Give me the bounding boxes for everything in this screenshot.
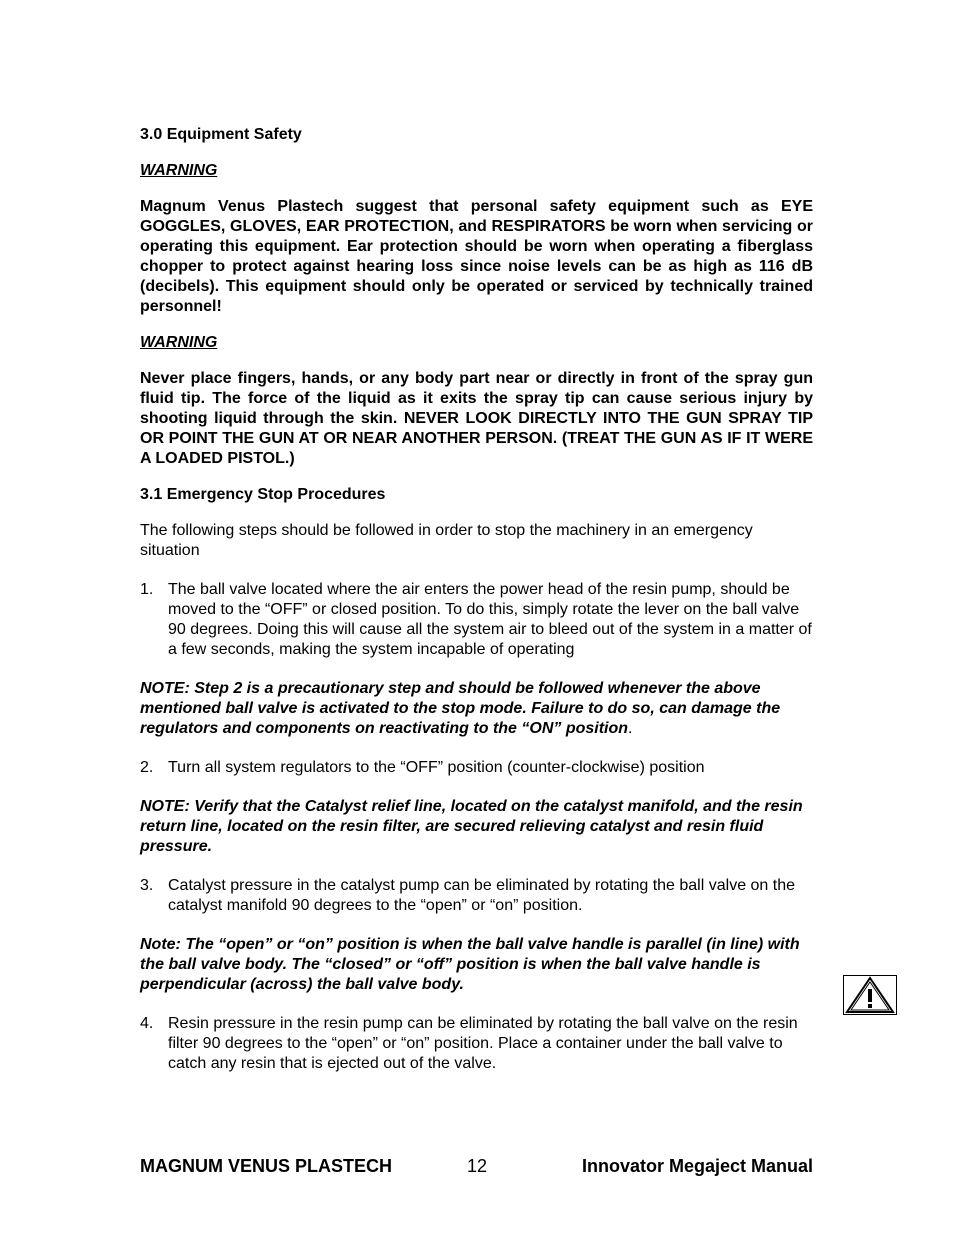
page-content — [140, 125, 813, 1093]
list-item — [140, 1014, 813, 1074]
warning-label: WARNING — [140, 334, 218, 351]
step-text: Turn all system regulators to the “OFF” position (counter-clockwise) position — [168, 759, 705, 776]
list-item — [140, 876, 813, 916]
step-number: 3. — [140, 877, 154, 894]
step-number: 4. — [140, 1015, 154, 1032]
section-heading-emergency-stop: 3.1 Emergency Stop Procedures — [140, 486, 386, 503]
step-list — [140, 580, 813, 660]
section-heading-equipment-safety: 3.0 Equipment Safety — [140, 126, 302, 143]
step-number: 1. — [140, 581, 154, 598]
step-number: 2. — [140, 759, 154, 776]
step-list — [140, 876, 813, 916]
list-item — [140, 758, 813, 778]
step-list — [140, 1014, 813, 1074]
page-footer — [140, 1156, 813, 1178]
intro-paragraph: The following steps should be followed in order to stop the machinery in an emergency situation — [140, 522, 753, 559]
warning-text-spray-gun: Never place fingers, hands, or any body part near or directly in front of the spray gun fluid tip. The force of the liquid as it exits the spray tip can cause serious injury by shooting liquid through the skin. NEVER LOOK DIRECTLY INTO THE GUN SPRAY TIP OR POINT THE GUN AT OR NEAR ANOTHER PERSON. (TREAT THE GUN AS IF IT WERE A LOADED PISTOL.) — [140, 370, 813, 467]
step-text: Catalyst pressure in the catalyst pump can be eliminated by rotating the ball valve on the catalyst manifold 90 degrees to the “open” or “on” position. — [168, 877, 796, 914]
footer-manual-title: Innovator Megaject Manual — [581, 1156, 813, 1176]
step-list — [140, 758, 813, 778]
footer-page-number: 12 — [467, 1156, 488, 1176]
step-text: Resin pressure in the resin pump can be eliminated by rotating the ball valve on the resin filter 90 degrees to the “open” or “on” position. Place a container under the ball valve to catch any resin that is ejected out of the valve. — [168, 1015, 798, 1072]
warning-triangle-icon — [843, 975, 897, 1015]
step-text: The ball valve located where the air enters the power head of the resin pump, should be moved to the “OFF” or closed position. To do this, simply rotate the lever on the ball valve 90 degrees. Doing this will cause all the system air to bleed out of the system in a matter of a few seconds, making the system incapable of operating — [168, 581, 812, 658]
footer-company: MAGNUM VENUS PLASTECH — [140, 1156, 393, 1176]
list-item — [140, 580, 813, 660]
note-step2: NOTE: Step 2 is a precautionary step and should be followed whenever the above mentioned ball valve is activated to the stop mode. Failure to do so, can damage the regulators and components on reactivating to the “ON” position. — [140, 680, 781, 737]
note-valve-position: Note: The “open” or “on” position is when the ball valve handle is parallel (in line) with the ball valve body. The “closed” or “off” position is when the ball valve handle is perpendicular (across) the ball valve body. — [140, 936, 800, 993]
warning-label: WARNING — [140, 162, 218, 179]
warning-text-ppe: Magnum Venus Plastech suggest that personal safety equipment such as EYE GOGGLES, GLOVES, EAR PROTECTION, and RESPIRATORS be worn when servicing or operating this equipment. Ear protection should be worn when operating a fiberglass chopper to protect against hearing loss since noise levels can be as high as 116 dB (decibels). This equipment should only be operated or serviced by technically trained personnel! — [140, 198, 813, 315]
note-relief-lines: NOTE: Verify that the Catalyst relief line, located on the catalyst manifold, and the resin return line, located on the resin filter, are secured relieving catalyst and resin fluid pressure. — [140, 798, 803, 855]
